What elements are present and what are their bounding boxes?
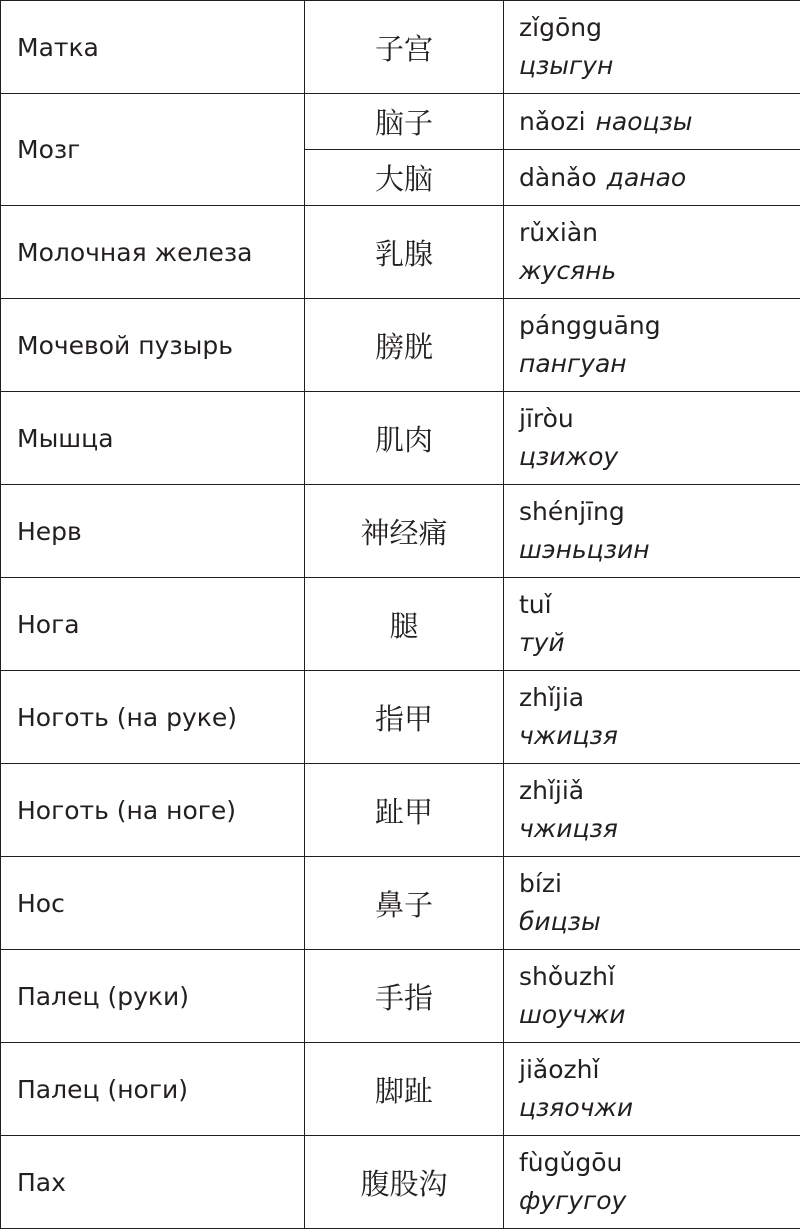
table-row	[1, 94, 800, 150]
transcription-cell	[504, 94, 800, 150]
pinyin-text: bízi	[519, 869, 562, 898]
transcription-cell	[504, 1136, 800, 1229]
chinese-term: 肌肉	[305, 392, 504, 485]
russian-term: Палец (руки)	[1, 950, 305, 1043]
pinyin-text: rǔxiàn	[519, 218, 599, 247]
cyrillic-transcription: бицзы	[519, 907, 601, 936]
pinyin-text: fùgǔgōu	[519, 1148, 623, 1177]
cyrillic-transcription: цзыгун	[519, 51, 614, 80]
chinese-term: 脑子	[305, 94, 504, 150]
russian-term: Нос	[1, 857, 305, 950]
pinyin-text: dànǎo	[519, 162, 597, 192]
cyrillic-transcription: шоучжи	[519, 1000, 626, 1029]
russian-term: Ноготь (на ноге)	[1, 764, 305, 857]
cyrillic-transcription: данао	[606, 162, 687, 192]
table-row	[1, 485, 800, 578]
pinyin-text: zhǐjiǎ	[519, 776, 585, 805]
cyrillic-transcription: цзяочжи	[519, 1093, 634, 1122]
cyrillic-transcription: наоцзы	[595, 106, 693, 136]
table-row	[1, 578, 800, 671]
transcription-cell	[504, 764, 800, 857]
pinyin-text: nǎozi	[519, 106, 586, 136]
table-row	[1, 764, 800, 857]
table-row	[1, 392, 800, 485]
table-row	[1, 299, 800, 392]
chinese-term: 乳腺	[305, 206, 504, 299]
russian-term: Пах	[1, 1136, 305, 1229]
cyrillic-transcription: чжицзя	[519, 814, 618, 843]
chinese-term: 神经痛	[305, 485, 504, 578]
chinese-term: 膀胱	[305, 299, 504, 392]
pinyin-text: pángguāng	[519, 311, 661, 340]
table-row	[1, 1, 800, 94]
pinyin-text: tuǐ	[519, 590, 552, 619]
transcription-cell	[504, 671, 800, 764]
transcription-cell	[504, 950, 800, 1043]
russian-term: Палец (ноги)	[1, 1043, 305, 1136]
chinese-term: 腿	[305, 578, 504, 671]
russian-term: Нога	[1, 578, 305, 671]
cyrillic-transcription: туй	[519, 628, 565, 657]
table-row	[1, 671, 800, 764]
pinyin-text: shénjīng	[519, 497, 625, 526]
pinyin-text: zǐgōng	[519, 13, 602, 42]
transcription-cell	[504, 206, 800, 299]
cyrillic-transcription: пангуан	[519, 349, 627, 378]
cyrillic-transcription: чжицзя	[519, 721, 618, 750]
russian-term: Нерв	[1, 485, 305, 578]
pinyin-text: zhǐjia	[519, 683, 585, 712]
chinese-term: 子宫	[305, 1, 504, 94]
chinese-term: 鼻子	[305, 857, 504, 950]
transcription-cell	[504, 150, 800, 206]
table-row	[1, 950, 800, 1043]
chinese-term: 腹股沟	[305, 1136, 504, 1229]
chinese-term: 手指	[305, 950, 504, 1043]
chinese-term: 趾甲	[305, 764, 504, 857]
russian-term: Матка	[1, 1, 305, 94]
table-row	[1, 1136, 800, 1229]
russian-term: Мозг	[1, 94, 305, 206]
cyrillic-transcription: фугугоу	[519, 1186, 627, 1215]
transcription-cell	[504, 1043, 800, 1136]
chinese-term: 大脑	[305, 150, 504, 206]
chinese-term: 脚趾	[305, 1043, 504, 1136]
transcription-cell	[504, 485, 800, 578]
cyrillic-transcription: шэньцзин	[519, 535, 650, 564]
table-row	[1, 1043, 800, 1136]
russian-term: Молочная железа	[1, 206, 305, 299]
russian-term: Мочевой пузырь	[1, 299, 305, 392]
russian-term: Мышца	[1, 392, 305, 485]
transcription-cell	[504, 299, 800, 392]
cyrillic-transcription: жусянь	[519, 256, 617, 285]
russian-term: Ноготь (на руке)	[1, 671, 305, 764]
transcription-cell	[504, 1, 800, 94]
pinyin-text: jīròu	[519, 404, 574, 433]
transcription-cell	[504, 578, 800, 671]
chinese-term: 指甲	[305, 671, 504, 764]
table-row	[1, 206, 800, 299]
transcription-cell	[504, 857, 800, 950]
cyrillic-transcription: цзижоу	[519, 442, 619, 471]
table-row	[1, 857, 800, 950]
pinyin-text: jiǎozhǐ	[519, 1055, 600, 1084]
pinyin-text: shǒuzhǐ	[519, 962, 615, 991]
transcription-cell	[504, 392, 800, 485]
